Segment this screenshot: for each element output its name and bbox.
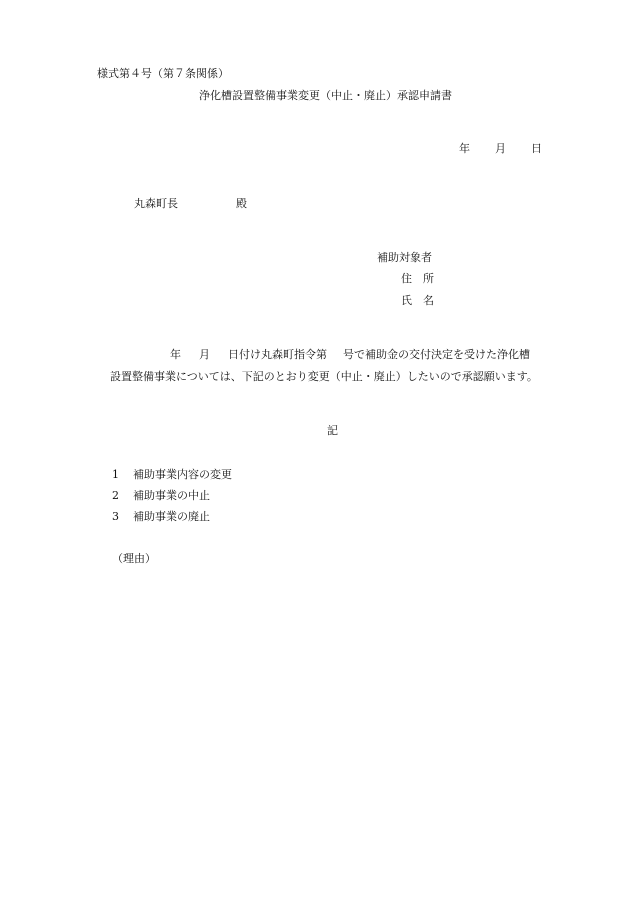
list-item [112, 489, 210, 503]
list-item-label: 補助事業の中止 [133, 489, 210, 502]
ki-heading: 記 [327, 424, 338, 437]
list-item-number: 1 [112, 468, 119, 481]
reason-label: （理由） [112, 552, 156, 565]
applicant-label: 補助対象者 [377, 251, 432, 264]
date-month: 月 [495, 142, 506, 155]
form-number: 様式第４号（第７条関係） [97, 67, 229, 80]
list-item-number: 3 [112, 510, 119, 523]
date-line [459, 142, 542, 156]
date-year: 年 [459, 142, 470, 155]
body-month: 月 [199, 348, 210, 361]
list-item-label: 補助事業内容の変更 [133, 468, 232, 481]
list-item [112, 510, 210, 524]
body-issue: 号で補助金の交付決定を受けた浄化槽 [343, 348, 530, 361]
list-item [112, 468, 232, 482]
addressee [134, 197, 247, 211]
document-title: 浄化槽設置整備事業変更（中止・廃止）承認申請書 [199, 89, 452, 102]
list-item-number: 2 [112, 489, 119, 502]
address-label: 住 所 [401, 272, 434, 285]
body-year: 年 [170, 348, 181, 361]
body-line-1 [170, 348, 530, 362]
name-label: 氏 名 [401, 294, 434, 307]
addressee-mayor: 丸森町長 [134, 197, 178, 210]
body-line-2: 設置整備事業については、下記のとおり変更（中止・廃止）したいので承認願います。 [110, 370, 538, 383]
list-item-label: 補助事業の廃止 [133, 510, 210, 523]
addressee-honorific: 殿 [236, 197, 247, 210]
date-day: 日 [531, 142, 542, 155]
body-dated: 日付け丸森町指令第 [228, 348, 327, 361]
